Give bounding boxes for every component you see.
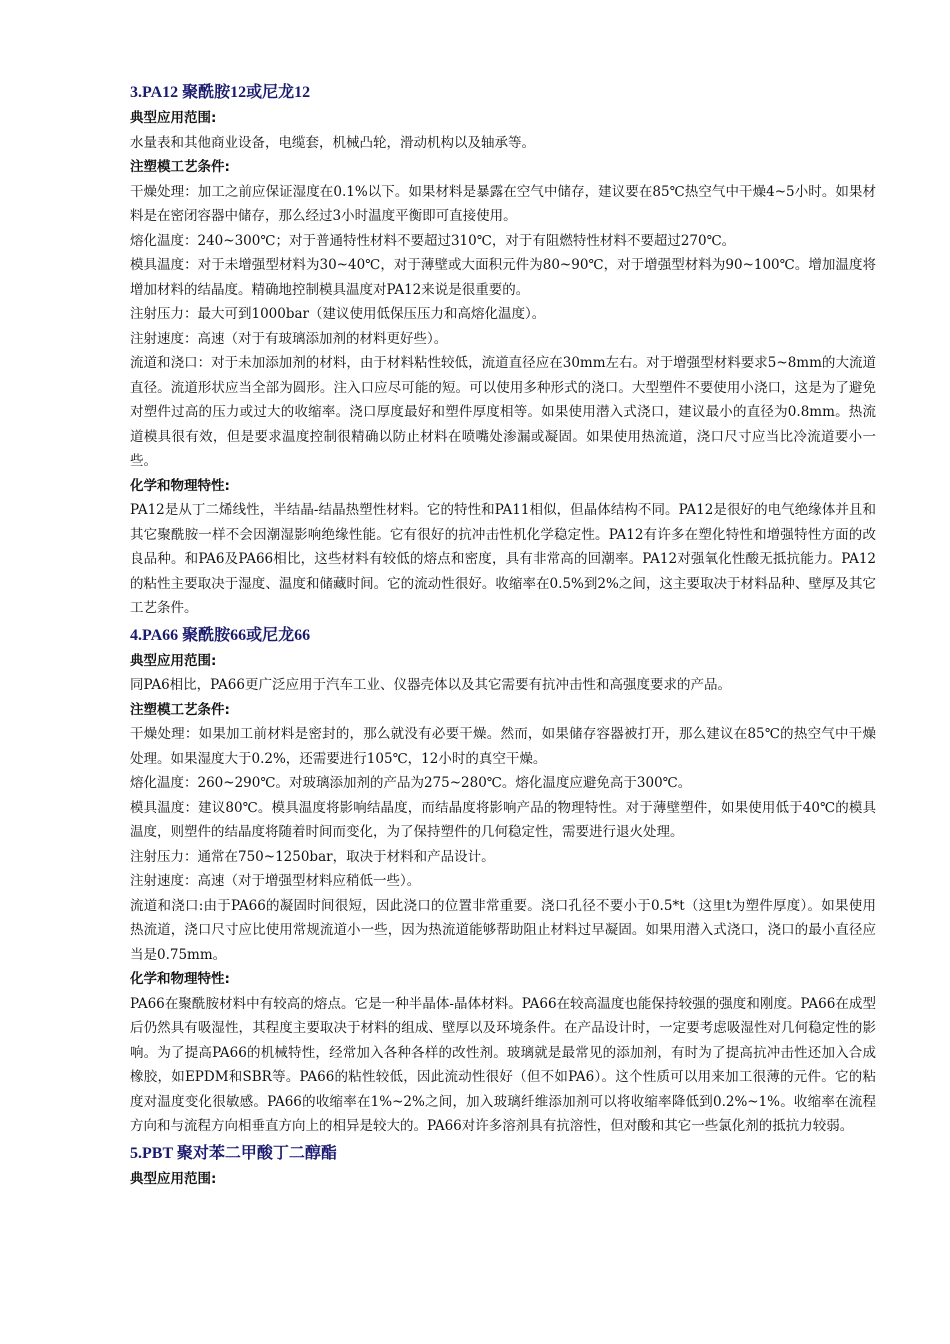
chem-physical-label: 化学和物理特性: xyxy=(130,971,230,987)
chem-physical-text: PA66在聚酰胺材料中有较高的熔点。它是一种半晶体-晶体材料。PA66在较高温度也能保持较强的强度和刚度。PA66在成型后仍然具有吸湿性，其程度主要取决于材料的组成、壁厚以及环境条件。在产品设计时，一定要考虑吸湿性对几何稳定性的影响。为了提高PA66的机械特性，经常加入各种各样的改性剂。玻璃就是最常见的添加剂，有时为了提高抗冲击性还加入合成橡胶，如EPDM和SBR等。PA66的粘性较低，因此流动性很好（但不如PA6）。这个性质可以用来加工很薄的元件。它的粘度对温度变化很敏感。PA66的收缩率在1%~2%之间，加入玻璃纤维添加剂可以将收缩率降低到0.2%~1%。收缩率在流程方向和与流程方向相垂直方向上的相异是较大的。PA66对许多溶剂具有抗溶性，但对酸和其它一些氯化剂的抵抗力较弱。 xyxy=(130,995,876,1134)
injection-pressure-paragraph: 注射压力：最大可到1000bar（建议使用低保压压力和高熔化温度）。 xyxy=(130,306,546,322)
drying-paragraph: 干燥处理：加工之前应保证湿度在0.1%以下。如果材料是暴露在空气中储存，建议要在85℃热空气中干燥4~5小时。如果材料是在密闭容器中储存，那么经过3小时温度平衡即可直接使用。 xyxy=(130,183,876,224)
application-label: 典型应用范围: xyxy=(130,652,217,669)
injection-pressure-paragraph: 注射压力：通常在750~1250bar，取决于材料和产品设计。 xyxy=(130,848,495,865)
application-label: 典型应用范围: xyxy=(130,1170,217,1187)
injection-speed-paragraph: 注射速度：高速（对于有玻璃添加剂的材料更好些）。 xyxy=(130,330,448,347)
mold-temperature-paragraph: 模具温度：对于未增强型材料为30~40℃，对于薄壁或大面积元件为80~90℃，对于增强型材料为90~100℃。增加温度将增加材料的结晶度。精确地控制模具温度对PA12来说是很重要的。 xyxy=(130,257,876,298)
melt-temperature-paragraph: 熔化温度：260~290℃。对玻璃添加剂的产品为275~280℃。熔化温度应避免高于300℃。 xyxy=(130,775,692,791)
section-pbt xyxy=(130,1141,876,1192)
application-text: 水量表和其他商业设备，电缆套，机械凸轮，滑动机构以及轴承等。 xyxy=(130,134,535,151)
chem-physical-text: PA12是从丁二烯线性，半结晶-结晶热塑性材料。它的特性和PA11相似，但晶体结构不同。PA12是很好的电气绝缘体并且和其它聚酰胺一样不会因潮湿影响绝缘性能。它有很好的抗冲击性机化学稳定性。PA12有许多在塑化特性和增强特性方面的改良品种。和PA6及PA66相比，这些材料有较低的熔点和密度，具有非常高的回潮率。PA12对强氧化性酸无抵抗能力。PA12的粘性主要取决于湿度、温度和储藏时间。它的流动性很好。收缩率在0.5%到2%之间，这主要取决于材料品种、壁厚及其它工艺条件。 xyxy=(130,502,876,616)
section-title: 5.PBT 聚对苯二甲酸丁二醇酯 xyxy=(130,1144,337,1162)
section-title: 3.PA12 聚酰胺12或尼龙12 xyxy=(130,84,311,101)
injection-speed-paragraph: 注射速度：高速（对于增强型材料应稍低一些）。 xyxy=(130,873,421,889)
section-pa12 xyxy=(130,80,876,621)
process-label: 注塑模工艺条件: xyxy=(130,701,230,718)
runner-gate-paragraph: 流道和浇口:由于PA66的凝固时间很短，因此浇口的位置非常重要。浇口孔径不要小于0.5*t（这里t为塑件厚度）。如果使用热流道，浇口尺寸应比使用常规流道小一些，因为热流道能够帮助阻止材料过早凝固。如果用潜入式浇口，浇口的最小直径应当是0.75mm。 xyxy=(130,897,876,963)
document-page xyxy=(130,78,876,1191)
runner-gate-paragraph: 流道和浇口：对于未加添加剂的材料，由于材料粘性较低，流道直径应在30mm左右。对于增强型材料要求5~8mm的大流道直径。流道形状应当全部为圆形。注入口应尽可能的短。可以使用多种形式的浇口。大型塑件不要使用小浇口，这是为了避免对塑件过高的压力或过大的收缩率。浇口厚度最好和塑件厚度相等。如果使用潜入式浇口，建议最小的直径为0.8mm。热流道模具很有效，但是要求温度控制很精确以防止材料在喷嘴处渗漏或凝固。如果使用热流道，浇口尺寸应当比冷流道要小一些。 xyxy=(130,355,876,469)
section-pa66 xyxy=(130,623,876,1139)
chem-physical-label: 化学和物理特性: xyxy=(130,477,230,494)
section-title: 4.PA66 聚酰胺66或尼龙66 xyxy=(130,626,311,644)
application-label: 典型应用范围: xyxy=(130,110,217,126)
application-text: 同PA6相比，PA66更广泛应用于汽车工业、仪器壳体以及其它需要有抗冲击性和高强度要求的产品。 xyxy=(130,677,731,693)
drying-paragraph: 干燥处理：如果加工前材料是密封的，那么就没有必要干燥。然而，如果储存容器被打开，那么建议在85℃的热空气中干燥处理。如果湿度大于0.2%，还需要进行105℃，12小时的真空干燥。 xyxy=(130,726,876,767)
melt-temperature-paragraph: 熔化温度：240~300℃；对于普通特性材料不要超过310℃，对于有阻燃特性材料不要超过270℃。 xyxy=(130,232,736,249)
process-label: 注塑模工艺条件: xyxy=(130,159,230,175)
mold-temperature-paragraph: 模具温度：建议80℃。模具温度将影响结晶度，而结晶度将影响产品的物理特性。对于薄壁塑件，如果使用低于40℃的模具温度，则塑件的结晶度将随着时间而变化，为了保持塑件的几何稳定性，需要进行退火处理。 xyxy=(130,799,876,840)
